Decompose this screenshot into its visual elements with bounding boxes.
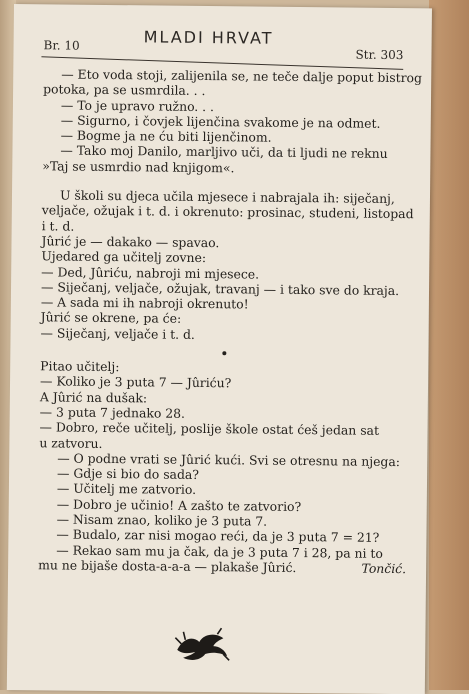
article-text <box>38 66 423 577</box>
text-line: — Siječanj, veljače, ožujak, travanj — i tako sve do kraja. <box>40 279 400 298</box>
text-line: — Siječanj, veljače i t. d. <box>40 325 195 342</box>
text-line: U školi su djeca učila mjesece i nabrajala ih: siječanj, <box>59 187 395 207</box>
text-line: Jûrić se okrene, pa će: <box>40 309 182 327</box>
text-line-with-signature <box>38 557 406 576</box>
text-line: — Sigurno, i čovjek lijenčina svakome je na odmet. <box>60 112 381 131</box>
text-line: veljače, ožujak i t. d. i okrenuto: prosinac, studeni, listopad <box>41 202 414 222</box>
separator-dot <box>222 351 226 355</box>
text-line: i t. d. <box>41 217 75 234</box>
text-line: — Nisam znao, koliko je 3 puta 7. <box>56 511 268 529</box>
text-line: — O podne vrati se Jûrić kući. Svi se otresnu na njega: <box>57 450 401 469</box>
book-page <box>7 4 432 694</box>
text-line: — A sada mi ih nabroji okrenuto! <box>40 294 249 312</box>
issue-number: Br. 10 <box>43 38 80 53</box>
ornament-vignette <box>171 624 231 665</box>
text-line: Ujedared ga učitelj zovne: <box>41 248 207 266</box>
text-line: — Tako moj Danilo, marljivo uči, da ti ljudi ne reknu <box>60 142 388 162</box>
text-line: mu ne bijaše dosta-a-a-a — plakaše Jûrić. <box>38 557 297 575</box>
text-line: — Eto voda stoji, zalijenila se, ne teče dalje poput bistrog <box>61 66 423 86</box>
text-line: — Gdje si bio do sada? <box>57 465 200 483</box>
text-line: potoka, pa se usmrdila. . . <box>43 81 206 99</box>
author-signature: Tončić. <box>361 560 407 577</box>
text-line: »Taj se usmrdio nad knjigom«. <box>42 158 235 176</box>
text-line: — Rekao sam mu ja čak, da je 3 puta 7 i 28, pa ni to <box>56 542 383 561</box>
text-line: — Dobro, reče učitelj, poslije škole ostat ćeš jedan sat <box>39 419 380 439</box>
text-line: Pitao učitelj: <box>40 358 120 375</box>
text-line: — Bogme ja ne ću biti lijenčinom. <box>60 127 272 145</box>
magazine-title: MLADI HRVAT <box>143 27 274 48</box>
text-line: — Učitelj me zatvorio. <box>56 480 197 498</box>
page-header <box>43 24 404 63</box>
page-number: Str. 303 <box>355 47 404 63</box>
text-line: — 3 puta 7 jednako 28. <box>39 404 186 421</box>
text-line: A Jûrić na dušak: <box>39 388 148 406</box>
text-line: u zatvoru. <box>39 434 103 451</box>
text-line: — To je upravo ružno. . . <box>60 97 215 114</box>
text-line: — Ded, Jûriću, nabroji mi mjesece. <box>41 263 260 282</box>
text-line: — Koliko je 3 puta 7 — Jûriću? <box>39 373 232 391</box>
book-edge <box>429 0 469 690</box>
text-line: — Dobro je učinio! A zašto te zatvorio? <box>56 496 302 514</box>
text-line: — Budalo, zar nisi mogao reći, da je 3 puta 7 = 21? <box>56 526 380 546</box>
text-line: Jûrić je — dakako — spavao. <box>41 233 220 251</box>
